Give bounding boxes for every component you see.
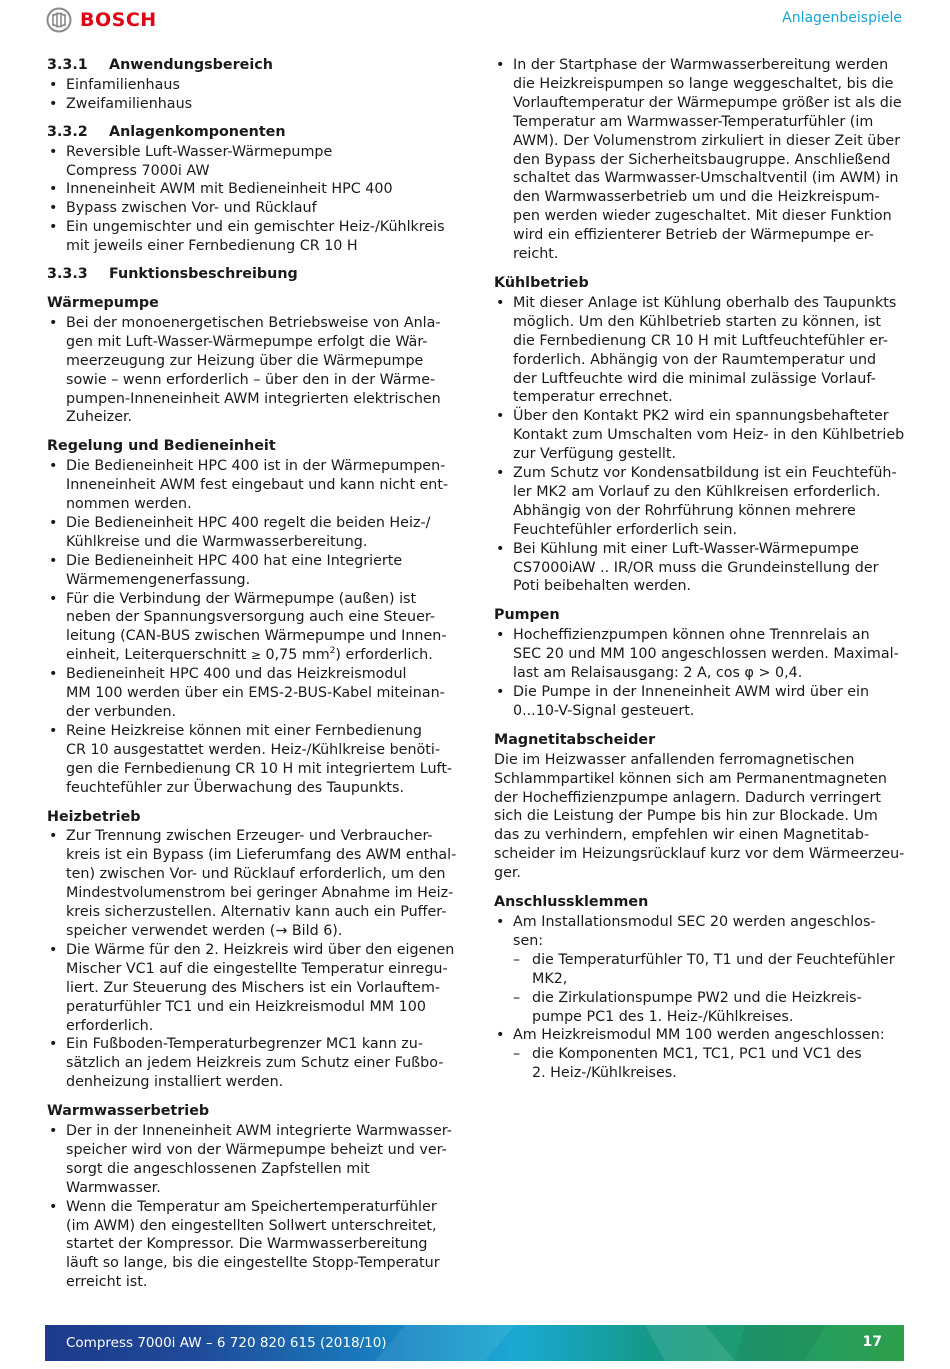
start-phase-list (494, 56, 906, 264)
page-number: 17 (862, 1334, 882, 1350)
section-3-3-2-heading (47, 123, 459, 142)
list-item: • Am Installationsmodul SEC 20 werden angeschlos- sen: – die Temperaturfühler T0, T1 und der Feuchtefühler MK2, – die Zirkulationspumpe PW2 und die Heizkreis- pumpe PC1 des 1. Heiz-/Kühlkreises. (494, 913, 906, 1026)
left-column (47, 56, 459, 1292)
section-number: 3.3.2 (47, 123, 88, 140)
list-item: • Die Pumpe in der Inneneinheit AWM wird über ein 0...10-V-Signal gesteuert. (494, 683, 906, 721)
page-footer (45, 1325, 904, 1361)
terminals-heading: Anschlussklemmen (494, 894, 649, 911)
terminals-list (494, 913, 906, 1083)
heat-pump-heading: Wärmepumpe (47, 294, 159, 311)
list-item: • Wenn die Temperatur am Speichertemperaturfühler (im AWM) den eingestellten Sollwert unterschreitet, startet der Kompressor. Die Warmwasserbereitung läuft so lange, bis die eingestellte Stopp-Temperatur erreicht ist. (47, 1198, 459, 1293)
pumps-heading: Pumpen (494, 607, 560, 624)
terminals-sublist (513, 951, 906, 1027)
list-item: • Zur Trennung zwischen Erzeuger- und Verbraucher- kreis ist ein Bypass (im Lieferumfang des AWM enthal- ten) zwischen Vor- und Rücklauf erforderlich, um den Mindestvolumenstrom bei geringer Abnahme im Heiz- kreis sicherzustellen. Alternativ kann auch ein Puffer- speicher verwendet werden (→ Bild 6). (47, 827, 459, 940)
section-3-3-3-heading (47, 265, 459, 284)
list-item: – die Komponenten MC1, TC1, PC1 und VC1 des 2. Heiz-/Kühlkreises. (513, 1045, 906, 1083)
brand-name: BOSCH (80, 9, 157, 31)
heating-mode-list (47, 827, 459, 1092)
cooling-mode-heading: Kühlbetrieb (494, 274, 589, 291)
list-item: • Ein Fußboden-Temperaturbegrenzer MC1 kann zu- sätzlich an jedem Heizkreis zum Schutz einer Fußbo- denheizung installiert werden. (47, 1035, 459, 1092)
list-item: • Hocheffizienzpumpen können ohne Trennrelais an SEC 20 und MM 100 angeschlossen werden. Maximal- last am Relaisausgang: 2 A, cos φ > 0,4. (494, 626, 906, 683)
right-column (494, 56, 906, 1083)
list-item: • Mit dieser Anlage ist Kühlung oberhalb des Taupunkts möglich. Um den Kühlbetrieb starten zu können, ist die Fernbedienung CR 10 H mit Luftfeuchtefühler er- forderlich. Abhängig von der Raumtemperatur und der Luftfeuchte wird die minimal zulässige Vorlauf- temperatur errechnet. (494, 294, 906, 407)
magnetite-separator-text: Die im Heizwasser anfallenden ferromagnetischen Schlammpartikel können sich am Permanentmagneten der Hocheffizienzpumpe anlagern. Dadurch verringert sich die Leistung der Pumpe bis hin zur Blockade. Um das zu verhindern, empfehlen wir einen Magnetitab- scheider im Heizungsrücklauf kurz vor dem Wärmeerzeu- ger. (494, 751, 905, 882)
list-item: • Bei Kühlung mit einer Luft-Wasser-Wärmepumpe CS7000iAW .. IR/OR muss die Grundeinstellung der Poti beibehalten werden. (494, 540, 906, 597)
control-unit-heading: Regelung und Bedieneinheit (47, 438, 276, 455)
list-item: • In der Startphase der Warmwasserbereitung werden die Heizkreispumpen so lange weggeschaltet, bis die Vorlauftemperatur der Wärmepumpe größer ist als die Temperatur am Warmwasser-Temperaturfühler (im AWM). Der Volumenstrom zirkuliert in dieser Zeit über den Bypass der Sicherheitsbaugruppe. Anschließend schaltet das Warmwasser-Umschaltventil (im AWM) in den Warmwasserbetrieb um und die Heizkreispum- pen werden wieder zugeschaltet. Mit dieser Funktion wird ein effizienterer Betrieb der Wärmepumpe er- reicht. (494, 56, 906, 264)
list-item: • Die Wärme für den 2. Heizkreis wird über den eigenen Mischer VC1 auf die eingestellte Temperatur einregu- liert. Zur Steuerung des Mischers ist ein Vorlauftem- peraturfühler TC1 und ein Heizkreismodul MM 100 erforderlich. (47, 941, 459, 1036)
list-item: – die Zirkulationspumpe PW2 und die Heizkreis- pumpe PC1 des 1. Heiz-/Kühlkreises. (513, 989, 906, 1027)
bosch-logo (46, 7, 157, 33)
pumps-list (494, 626, 906, 721)
list-item: • Inneneinheit AWM mit Bedieneinheit HPC 400 (47, 180, 459, 199)
section-number: 3.3.3 (47, 266, 88, 283)
list-item: • Der in der Inneneinheit AWM integrierte Warmwasser- speicher wird von der Wärmepumpe beheizt und ver- sorgt die angeschlossenen Zapfstellen mit Warmwasser. (47, 1122, 459, 1198)
list-item: • Ein ungemischter und ein gemischter Heiz-/Kühlkreis mit jeweils einer Fernbedienung CR 10 H (47, 218, 459, 256)
list-item: • Reine Heizkreise können mit einer Fernbedienung CR 10 ausgestattet werden. Heiz-/Kühlkreise benöti- gen die Fernbedienung CR 10 H mit integriertem Luft- feuchtefühler zur Überwachung des Taupunkts. (47, 722, 459, 798)
list-item: – die Temperaturfühler T0, T1 und der Feuchtefühler MK2, (513, 951, 906, 989)
arrow-right-icon: → (275, 922, 288, 939)
list-item: • Am Heizkreismodul MM 100 werden angeschlossen: – die Komponenten MC1, TC1, PC1 und VC1 des 2. Heiz-/Kühlkreises. (494, 1026, 906, 1083)
list-item: • Die Bedieneinheit HPC 400 hat eine Integrierte Wärmemengenerfassung. (47, 552, 459, 590)
heating-mode-heading: Heizbetrieb (47, 808, 141, 825)
document-reference: Compress 7000i AW – 6 720 820 615 (2018/10) (66, 1335, 387, 1351)
list-item: • Einfamilienhaus (47, 76, 459, 95)
list-item: • Über den Kontakt PK2 wird ein spannungsbehafteter Kontakt zum Umschalten vom Heiz- in den Kühlbetrieb zur Verfügung gestellt. (494, 407, 906, 464)
list-item: • Die Bedieneinheit HPC 400 regelt die beiden Heiz-/ Kühlkreise und die Warmwasserbereitung. (47, 514, 459, 552)
section-label: Anlagenbeispiele (782, 10, 902, 26)
terminals-sublist (513, 1045, 906, 1083)
section-title: Anwendungsbereich (109, 57, 273, 73)
magnetite-separator-heading: Magnetitabscheider (494, 731, 656, 748)
list-item: • Die Bedieneinheit HPC 400 ist in der Wärmepumpen- Inneneinheit AWM fest eingebaut und kann nicht ent- nommen werden. (47, 457, 459, 514)
hot-water-heading: Warmwasserbetrieb (47, 1103, 210, 1120)
components-list (47, 143, 459, 256)
page-header (0, 0, 950, 40)
bosch-armature-logo-icon (46, 7, 72, 33)
list-item: • Bedieneinheit HPC 400 und das Heizkreismodul MM 100 werden über ein EMS-2-BUS-Kabel miteinan- der verbunden. (47, 665, 459, 722)
list-item: • Bei der monoenergetischen Betriebsweise von Anla- gen mit Luft-Wasser-Wärmepumpe erfolgt die Wär- meerzeugung zur Heizung über die Wärmepumpe sowie – wenn erforderlich – über den in der Wärme- pumpen-Inneneinheit AWM integrierten elektrischen Zuheizer. (47, 314, 459, 427)
section-3-3-1-heading (47, 56, 459, 75)
application-list (47, 76, 459, 114)
section-number: 3.3.1 (47, 57, 88, 73)
list-item: • Zum Schutz vor Kondensatbildung ist ein Feuchtefüh- ler MK2 am Vorlauf zu den Kühlkreisen erforderlich. Abhängig von der Rohrführung können mehrere Feuchtefühler erforderlich sein. (494, 464, 906, 540)
heat-pump-list (47, 314, 459, 427)
list-item: • Zweifamilienhaus (47, 95, 459, 114)
control-unit-list (47, 457, 459, 797)
list-item: • Bypass zwischen Vor- und Rücklauf (47, 199, 459, 218)
list-item: • Für die Verbindung der Wärmepumpe (außen) ist neben der Spannungsversorgung auch eine Steuer- leitung (CAN-BUS zwischen Wärmepumpe und Innen- einheit, Leiterquerschnitt ≥ 0,75 $mm^2$) erforderlich. (47, 590, 459, 666)
cooling-mode-list (494, 294, 906, 597)
hot-water-list (47, 1122, 459, 1292)
list-item: • Reversible Luft-Wasser-Wärmepumpe Compress 7000i AW (47, 143, 459, 181)
section-title: Anlagenkomponenten (109, 123, 286, 140)
section-title: Funktionsbeschreibung (109, 266, 298, 283)
